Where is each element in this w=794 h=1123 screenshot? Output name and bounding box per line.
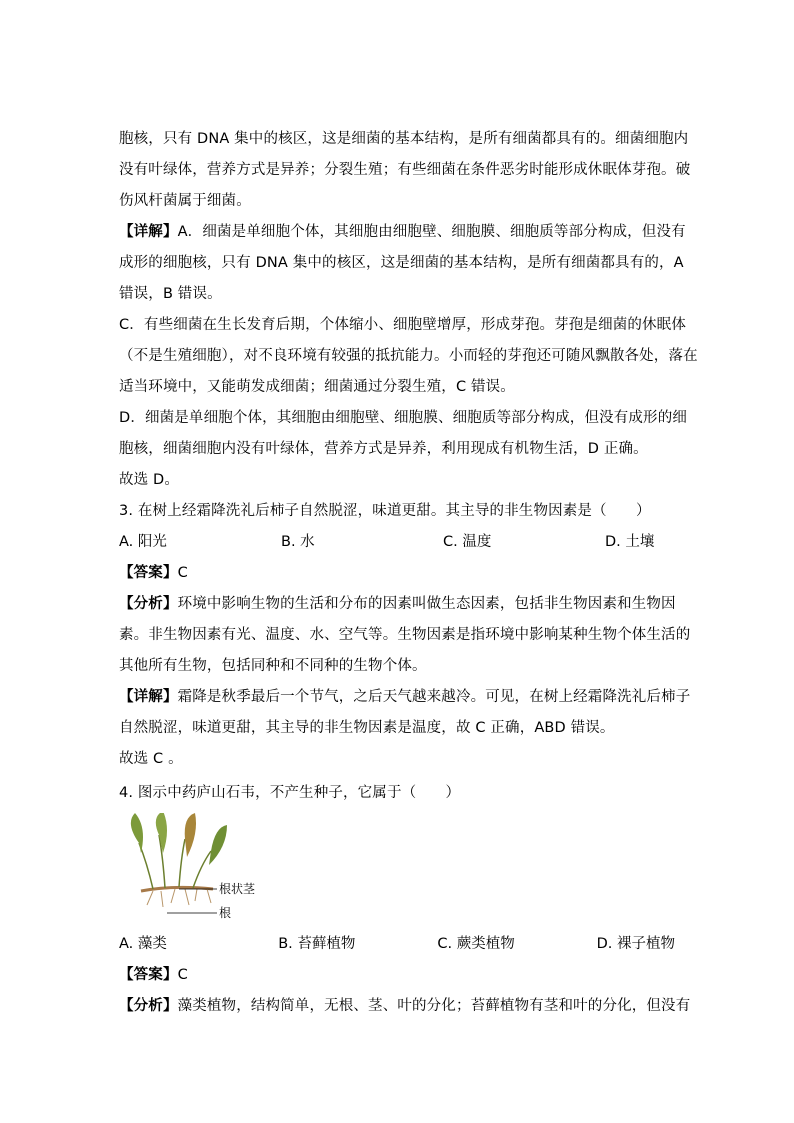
q4-analysis (119, 991, 691, 1022)
text-span: 环境中影响生物的生活和分布的因素叫做生态因素，包括非生物因素和生物因 (177, 596, 676, 612)
text-line: 伤风杆菌属于细菌。 (119, 193, 251, 209)
q3-answer (119, 558, 675, 589)
q3-detail (119, 682, 691, 713)
fern-plant-illustration (123, 813, 273, 923)
option-c: C. 温度 (443, 534, 492, 550)
text-line: （不是生殖细胞），对不良环境有较强的抵抗能力。小而轻的芽孢还可随风飘散各处，落在 (119, 348, 698, 364)
option-c: C. 蕨类植物 (437, 936, 515, 952)
text-line: 胞核，细菌细胞内没有叶绿体，营养方式是异养，利用现成有机物生活，D 正确。 (119, 441, 648, 457)
answer-tag: 【答案】 (119, 967, 178, 983)
text-line: 故选 D。 (119, 472, 180, 488)
analysis-tag: 【分析】 (119, 998, 178, 1014)
q3-options (119, 527, 675, 558)
text-line: 其他所有生物，包括同种和不同种的生物个体。 (119, 658, 427, 674)
page-content (119, 124, 698, 1022)
text-span: 藻类植物，结构简单，无根、茎、叶的分化；苔藓植物有茎和叶的分化，但没有 (177, 998, 691, 1014)
detail-tag: 【详解】 (119, 224, 178, 240)
text-line: 成形的细胞核，只有 DNA 集中的核区，这是细菌的基本结构，是所有细菌都具有的，A (119, 255, 684, 271)
q2-detail-line (119, 217, 686, 248)
option-d: D. 裸子植物 (596, 936, 675, 952)
option-b: B. 苔藓植物 (278, 936, 356, 952)
text-line: 没有叶绿体，营养方式是异养；分裂生殖；有些细菌在条件恶劣时能形成休眠体芽孢。破 (119, 162, 691, 178)
text-line: 适当环境中，又能萌发成细菌；细菌通过分裂生殖，C 错误。 (119, 379, 515, 395)
q3-analysis (119, 589, 675, 620)
text-span: A．细菌是单细胞个体，其细胞由细胞壁、细胞膜、细胞质等部分构成，但没有 (177, 224, 686, 240)
text-line: 胞核，只有 DNA 集中的核区，这是细菌的基本结构，是所有细菌都具有的。细菌细胞内 (119, 131, 689, 147)
text-line: D．细菌是单细胞个体，其细胞由细胞壁、细胞膜、细胞质等部分构成，但没有成形的细 (119, 410, 688, 426)
text-line: 故选 C 。 (119, 751, 183, 767)
fern-figure (123, 813, 273, 923)
option-a: A. 阳光 (119, 534, 167, 550)
text-span: 霜降是秋季最后一个节气，之后天气越来越冷。可见，在树上经霜降洗礼后柿子 (177, 689, 691, 705)
analysis-tag: 【分析】 (119, 596, 178, 612)
root-label: 根 (219, 906, 232, 920)
text-line: C．有些细菌在生长发育后期，个体缩小、细胞壁增厚，形成芽孢。芽孢是细菌的休眠体 (119, 317, 686, 333)
question-3: 3. 在树上经霜降洗礼后柿子自然脱涩，味道更甜。其主导的非生物因素是（ ） (119, 503, 651, 519)
text-line: 自然脱涩，味道更甜，其主导的非生物因素是温度，故 C 正确，ABD 错误。 (119, 720, 615, 736)
option-a: A. 藻类 (119, 936, 167, 952)
detail-tag: 【详解】 (119, 689, 178, 705)
rhizome-label: 根状茎 (219, 882, 256, 896)
answer-value: C (177, 967, 188, 983)
q4-answer (119, 960, 675, 991)
text-line: 素。非生物因素有光、温度、水、空气等。生物因素是指环境中影响某种生物个体生活的 (119, 627, 691, 643)
option-d: D. 土壤 (605, 534, 655, 550)
question-4: 4. 图示中药庐山石韦，不产生种子，它属于（ ） (119, 785, 461, 801)
answer-tag: 【答案】 (119, 565, 178, 581)
q4-options (119, 929, 675, 960)
answer-value: C (177, 565, 188, 581)
text-line: 错误，B 错误。 (119, 286, 222, 302)
option-b: B. 水 (281, 534, 315, 550)
